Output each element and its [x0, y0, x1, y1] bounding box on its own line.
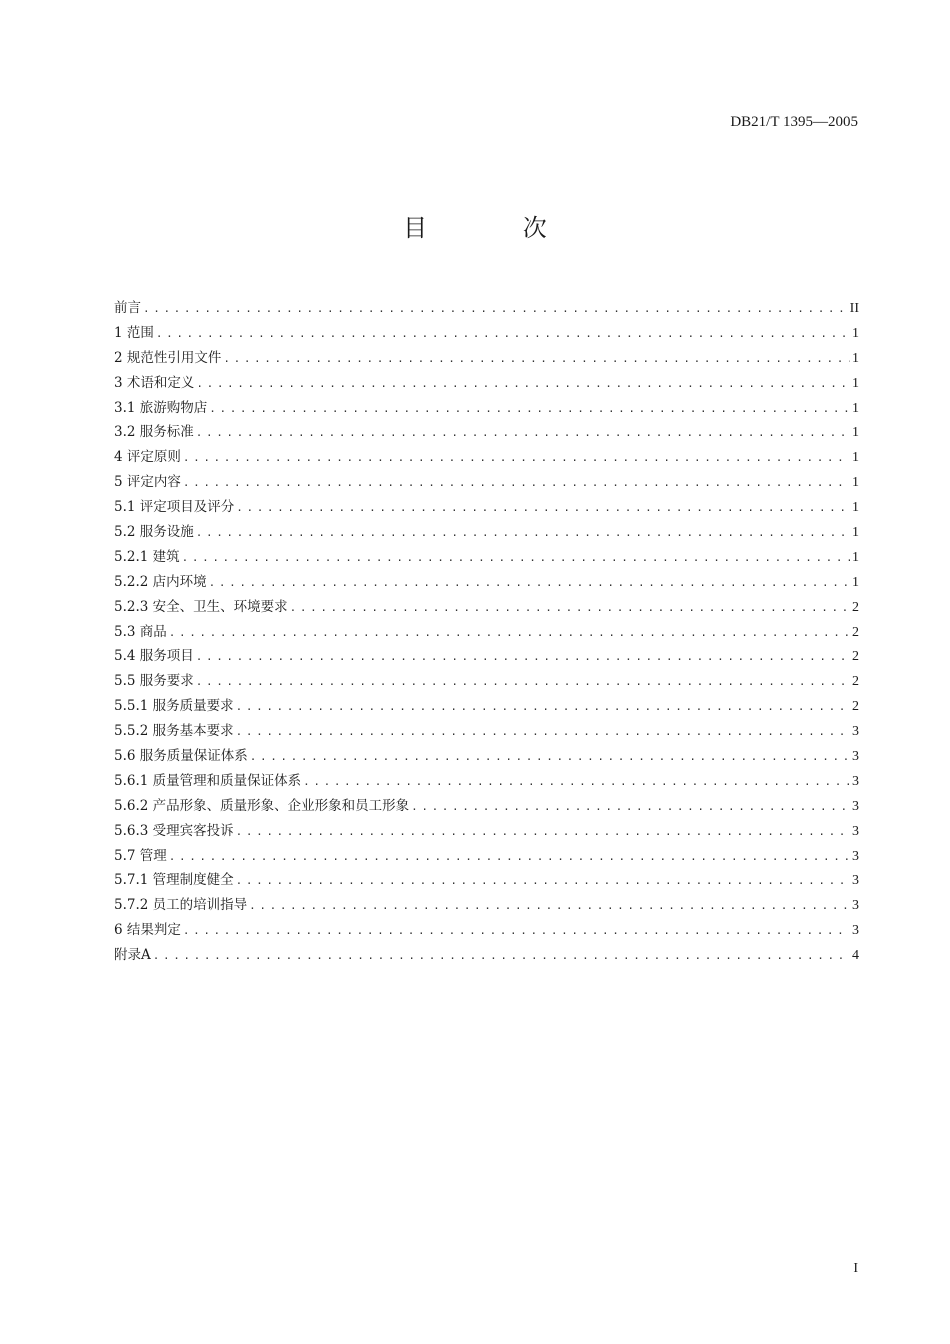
toc-dot-leader: [183, 919, 850, 943]
toc-entry-page: 1: [852, 425, 859, 441]
toc-entry-label: 5 评定内容: [114, 474, 181, 491]
toc-entry-page: 3: [852, 898, 859, 914]
toc-entry-label: 5.7.1 管理制度健全: [114, 872, 234, 889]
toc-dot-leader: [236, 695, 850, 719]
toc-entry-label: 5.5.2 服务基本要求: [114, 723, 234, 740]
toc-dot-leader: [249, 894, 850, 918]
toc-dot-leader: [303, 770, 850, 794]
page-number: I: [853, 1261, 858, 1276]
toc-dot-leader: [236, 720, 850, 744]
toc-dot-leader: [183, 471, 850, 495]
page-title: 目 次: [403, 214, 591, 242]
toc-entry[interactable]: [114, 545, 859, 570]
toc-dot-leader: [209, 397, 850, 421]
toc-entry-page: 1: [852, 525, 859, 541]
toc-dot-leader: [290, 596, 850, 620]
toc-dot-leader: [156, 322, 850, 346]
toc-entry[interactable]: [114, 694, 859, 719]
toc-dot-leader: [250, 745, 850, 769]
toc-entry-label: 6 结果判定: [114, 922, 181, 939]
toc-entry[interactable]: [114, 420, 859, 445]
toc-dot-leader: [196, 521, 850, 545]
toc-entry-label: 1 范围: [114, 324, 154, 341]
toc-entry-label: 5.5 服务要求: [114, 673, 194, 690]
toc-entry[interactable]: [114, 620, 859, 645]
toc-entry[interactable]: [114, 893, 859, 918]
toc-entry-page: 1: [852, 450, 859, 466]
toc-entry-label: 5.2.3 安全、卫生、环境要求: [114, 598, 288, 615]
toc-entry-page: 3: [852, 724, 859, 740]
toc-entry[interactable]: [114, 794, 859, 819]
toc-entry[interactable]: [114, 819, 859, 844]
toc-dot-leader: [143, 297, 848, 321]
toc-entry[interactable]: [114, 943, 859, 968]
toc-entry[interactable]: [114, 719, 859, 744]
toc-dot-leader: [196, 670, 850, 694]
toc-entry-page: 3: [852, 848, 859, 864]
toc-entry-page: 1: [852, 350, 859, 366]
toc-dot-leader: [196, 645, 850, 669]
toc-entry[interactable]: [114, 520, 859, 545]
toc-entry-page: 2: [852, 699, 859, 715]
toc-entry-label: 5.6.1 质量管理和质量保证体系: [114, 772, 302, 789]
toc-dot-leader: [196, 421, 850, 445]
toc-dot-leader: [209, 571, 850, 595]
toc-entry[interactable]: [114, 868, 859, 893]
toc-entry-label: 前言: [114, 300, 141, 316]
toc-entry-label: 2 规范性引用文件: [114, 349, 222, 366]
toc-entry-label: 5.2 服务设施: [114, 524, 194, 541]
toc-entry-page: 1: [852, 400, 859, 416]
toc-dot-leader: [169, 621, 850, 645]
toc-entry-page: 3: [852, 873, 859, 889]
toc-entry-page: 3: [852, 823, 859, 839]
toc-entry[interactable]: [114, 769, 859, 794]
toc-dot-leader: [236, 820, 850, 844]
toc-entry-label: 5.7 管理: [114, 847, 167, 864]
toc-entry-page: 1: [852, 549, 859, 565]
toc-entry[interactable]: [114, 669, 859, 694]
toc-entry-page: 1: [852, 325, 859, 341]
toc-entry-label: 5.3 商品: [114, 623, 167, 640]
toc-entry-page: 3: [852, 749, 859, 765]
toc-dot-leader: [153, 944, 850, 968]
toc-entry[interactable]: [114, 321, 859, 346]
toc-entry[interactable]: [114, 844, 859, 869]
toc-entry-page: 2: [852, 599, 859, 615]
toc-entry-page: 3: [852, 773, 859, 789]
toc-entry[interactable]: [114, 470, 859, 495]
toc-dot-leader: [411, 795, 850, 819]
toc-entry-label: 5.6.3 受理宾客投诉: [114, 822, 234, 839]
toc-dot-leader: [236, 869, 850, 893]
toc-entry-label: 3.2 服务标准: [114, 424, 194, 441]
toc-entry-label: 附录A: [114, 947, 151, 964]
document-code: DB21/T 1395—2005: [730, 114, 858, 130]
toc-entry-label: 5.6 服务质量保证体系: [114, 748, 248, 765]
toc-entry-page: 1: [852, 475, 859, 491]
toc-entry-page: 3: [852, 923, 859, 939]
toc-entry[interactable]: [114, 918, 859, 943]
toc-entry[interactable]: [114, 595, 859, 620]
toc-dot-leader: [183, 446, 850, 470]
toc-entry[interactable]: [114, 495, 859, 520]
toc-dot-leader: [196, 372, 850, 396]
toc-entry-page: 1: [852, 574, 859, 590]
toc-dot-leader: [182, 546, 850, 570]
toc-dot-leader: [223, 347, 850, 371]
toc-entry[interactable]: [114, 570, 859, 595]
toc-entry[interactable]: [114, 346, 859, 371]
toc-entry-label: 5.2.2 店内环境: [114, 573, 207, 590]
table-of-contents: [114, 296, 859, 968]
toc-entry-page: 2: [852, 624, 859, 640]
toc-dot-leader: [236, 496, 850, 520]
toc-entry[interactable]: [114, 296, 859, 321]
toc-entry[interactable]: [114, 744, 859, 769]
toc-entry-label: 5.7.2 员工的培训指导: [114, 897, 248, 914]
toc-entry-page: 4: [852, 948, 859, 964]
toc-entry-page: 2: [852, 674, 859, 690]
toc-entry-page: 1: [852, 375, 859, 391]
toc-entry-label: 5.2.1 建筑: [114, 548, 180, 565]
toc-entry[interactable]: [114, 371, 859, 396]
toc-entry-page: 3: [852, 798, 859, 814]
toc-entry-label: 5.4 服务项目: [114, 648, 194, 665]
toc-entry-label: 4 评定原则: [114, 449, 181, 466]
toc-entry-label: 5.6.2 产品形象、质量形象、企业形象和员工形象: [114, 797, 410, 814]
toc-entry-page: 1: [852, 500, 859, 516]
toc-entry-page: 2: [852, 649, 859, 665]
toc-entry-label: 5.5.1 服务质量要求: [114, 698, 234, 715]
toc-dot-leader: [169, 845, 850, 869]
toc-entry-label: 3 术语和定义: [114, 374, 195, 391]
toc-entry-label: 3.1 旅游购物店: [114, 399, 208, 416]
toc-entry[interactable]: [114, 644, 859, 669]
toc-entry[interactable]: [114, 396, 859, 421]
toc-entry[interactable]: [114, 445, 859, 470]
toc-entry-page: II: [849, 301, 859, 316]
toc-entry-label: 5.1 评定项目及评分: [114, 499, 235, 516]
